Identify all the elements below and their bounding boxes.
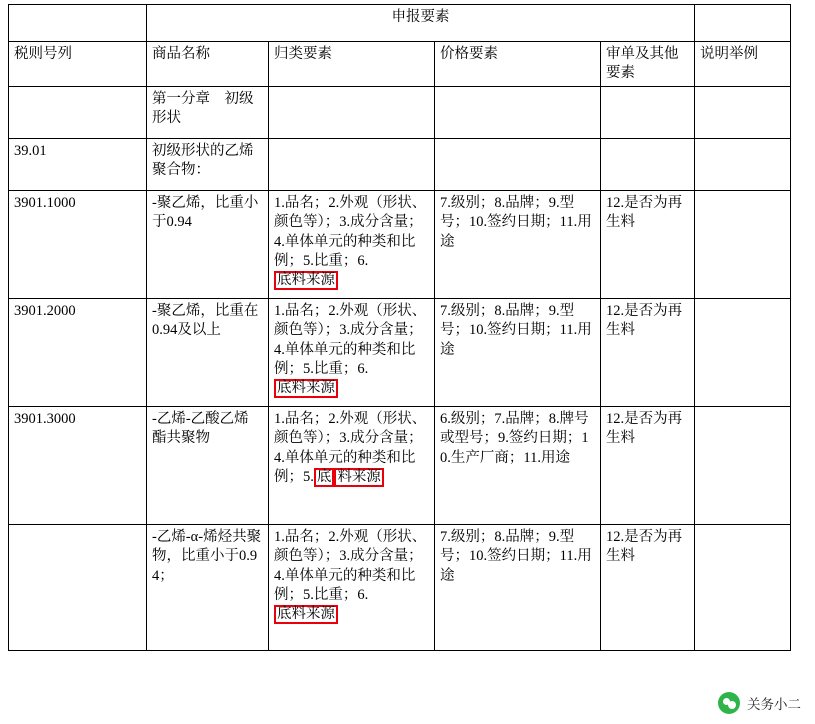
cell-example	[695, 87, 791, 139]
table-header-columns-row	[9, 42, 791, 87]
cell-classification-elements	[269, 299, 435, 407]
cell-example	[695, 139, 791, 191]
cell-tax-code: 39.01	[9, 139, 147, 191]
table-header-top-row	[9, 5, 791, 42]
cell-example	[695, 191, 791, 299]
cell-commodity-name: 初级形状的乙烯聚合物：	[147, 139, 269, 191]
cell-example	[695, 407, 791, 525]
column-header-tax-code: 税则号列	[9, 42, 147, 87]
cell-price-elements	[435, 87, 601, 139]
cell-audit-elements: 12.是否为再生料	[601, 525, 695, 651]
highlight-source-of-base-material: 底料来源	[274, 379, 338, 398]
highlight-source-of-base-material: 底料来源	[274, 271, 338, 290]
table-row	[9, 525, 791, 651]
cell-price-elements	[435, 139, 601, 191]
header-blank-right	[695, 5, 791, 42]
column-header-classification-elements: 归类要素	[269, 42, 435, 87]
highlight-source-of-base-material-part2: 料来源	[334, 468, 384, 487]
classification-text: 1.品名；2.外观（形状、颜色等）；3.成分含量；4.单体单元的种类和比例；5.比重；6.	[274, 529, 427, 603]
cell-audit-elements: 12.是否为再生料	[601, 407, 695, 525]
cell-tax-code	[9, 87, 147, 139]
cell-example	[695, 299, 791, 407]
classification-text: 1.品名；2.外观（形状、颜色等）；3.成分含量；4.单体单元的种类和比例；5.比重；6.	[274, 303, 427, 377]
table-row	[9, 87, 791, 139]
column-header-price-elements: 价格要素	[435, 42, 601, 87]
classification-text: 1.品名；2.外观（形状、颜色等）；3.成分含量；4.单体单元的种类和比例；5.	[274, 411, 427, 485]
table-row	[9, 139, 791, 191]
cell-classification-elements	[269, 191, 435, 299]
cell-audit-elements: 12.是否为再生料	[601, 191, 695, 299]
header-blank-left	[9, 5, 147, 42]
cell-price-elements: 6.级别；7.品牌；8.牌号或型号；9.签约日期；10.生产厂商；11.用途	[435, 407, 601, 525]
highlight-source-of-base-material-part1: 底	[314, 468, 335, 487]
cell-classification-elements	[269, 87, 435, 139]
table-row	[9, 191, 791, 299]
cell-price-elements: 7.级别；8.品牌；9.型号；10.签约日期；11.用途	[435, 299, 601, 407]
highlight-source-of-base-material: 底料来源	[274, 605, 338, 624]
cell-tax-code: 3901.3000	[9, 407, 147, 525]
cell-audit-elements	[601, 87, 695, 139]
declaration-elements-sheet	[8, 4, 790, 651]
cell-example	[695, 525, 791, 651]
table-row	[9, 299, 791, 407]
classification-text: 1.品名；2.外观（形状、颜色等）；3.成分含量；4.单体单元的种类和比例；5.比重；6.	[274, 195, 427, 269]
cell-classification-elements	[269, 139, 435, 191]
cell-audit-elements: 12.是否为再生料	[601, 299, 695, 407]
cell-commodity-name: -乙烯-乙酸乙烯酯共聚物	[147, 407, 269, 525]
cell-commodity-name: 第一分章 初级形状	[147, 87, 269, 139]
cell-price-elements: 7.级别；8.品牌；9.型号；10.签约日期；11.用途	[435, 191, 601, 299]
header-merged-title: 申报要素	[147, 5, 695, 42]
cell-price-elements: 7.级别；8.品牌；9.型号；10.签约日期；11.用途	[435, 525, 601, 651]
cell-commodity-name: -乙烯-α-烯烃共聚物，比重小于0.94；	[147, 525, 269, 651]
cell-tax-code: 3901.1000	[9, 191, 147, 299]
cell-classification-elements	[269, 525, 435, 651]
cell-classification-elements	[269, 407, 435, 525]
cell-audit-elements	[601, 139, 695, 191]
footer-brand	[718, 692, 801, 714]
brand-name: 关务小二	[747, 697, 801, 712]
cell-tax-code: 3901.2000	[9, 299, 147, 407]
column-header-commodity-name: 商品名称	[147, 42, 269, 87]
declaration-elements-table	[8, 4, 791, 651]
table-row	[9, 407, 791, 525]
column-header-examples: 说明举例	[695, 42, 791, 87]
column-header-audit-elements: 审单及其他要素	[601, 42, 695, 87]
cell-tax-code	[9, 525, 147, 651]
wechat-official-account-icon	[718, 692, 740, 714]
cell-commodity-name: -聚乙烯，比重小于0.94	[147, 191, 269, 299]
cell-commodity-name: -聚乙烯，比重在0.94及以上	[147, 299, 269, 407]
